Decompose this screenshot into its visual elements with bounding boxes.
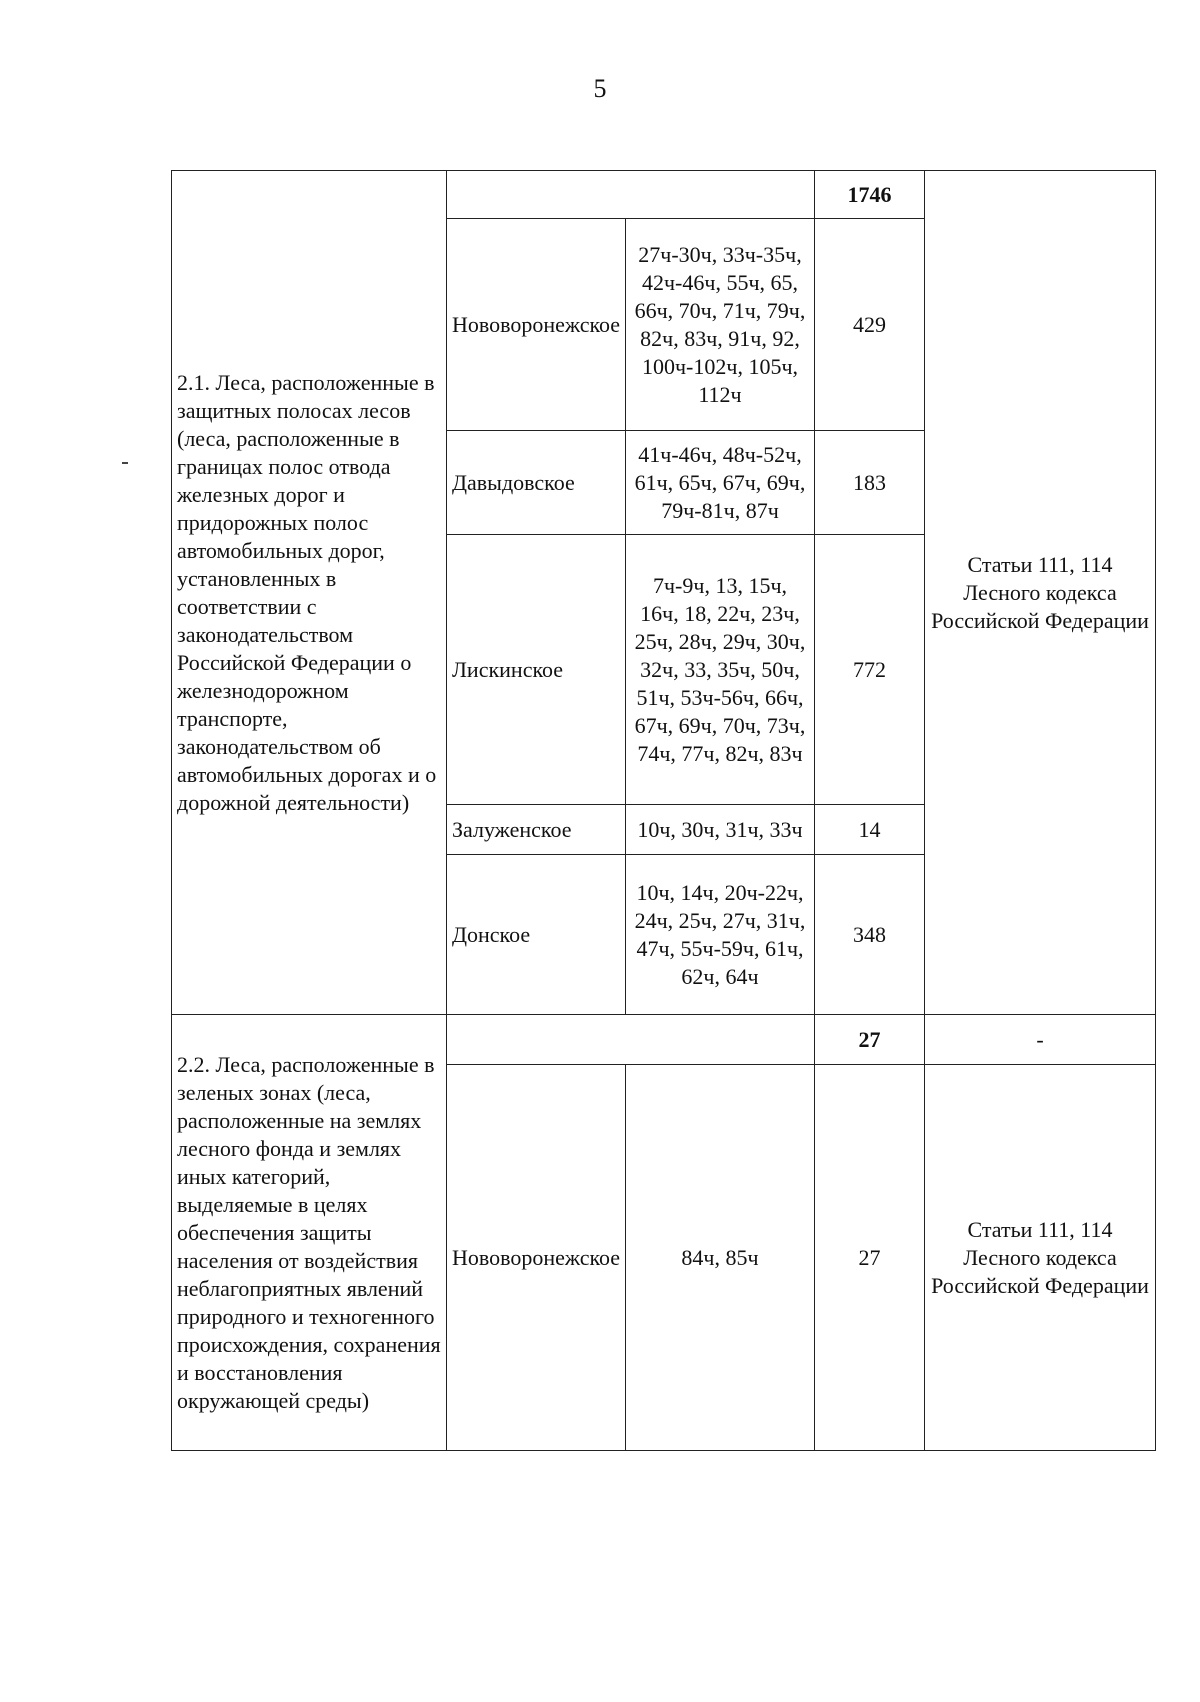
district-name: Донское — [447, 855, 626, 1015]
district-name: Нововоронежское — [447, 1065, 626, 1451]
quarters-list: 7ч-9ч, 13, 15ч, 16ч, 18, 22ч, 23ч, 25ч, 28ч, 29ч, 30ч, 32ч, 33, 35ч, 50ч, 51ч, 53ч-56ч, 66ч, 67ч, 69ч, 70ч, 73ч, 74ч, 77ч, 82ч, 83ч — [626, 535, 815, 805]
forest-table — [171, 170, 1156, 1451]
quarters-list: 27ч-30ч, 33ч-35ч, 42ч-46ч, 55ч, 65, 66ч, 70ч, 71ч, 79ч, 82ч, 83ч, 91ч, 92, 100ч-102ч, 105ч, 112ч — [626, 219, 815, 431]
legal-basis: Статьи 111, 114 Лесного кодекса Российской Федерации — [925, 1065, 1156, 1451]
page-number: 5 — [593, 74, 607, 103]
district-name: Нововоронежское — [447, 219, 626, 431]
quarters-list: 10ч, 30ч, 31ч, 33ч — [626, 805, 815, 855]
category-cell: 2.1. Леса, расположенные в защитных полосах лесов (леса, расположенные в границах полос отвода железных дорог и придорожных полос автомобильных дорог, установленных в соответствии с законодательством Российской Федерации о железнодорожном транспорте, законодательством об автомобильных дорогах и о дорожной деятельности) — [172, 171, 447, 1015]
area-value: 183 — [815, 431, 925, 535]
quarters-list: 10ч, 14ч, 20ч-22ч, 24ч, 25ч, 27ч, 31ч, 47ч, 55ч-59ч, 61ч, 62ч, 64ч — [626, 855, 815, 1015]
legal-basis: Статьи 111, 114 Лесного кодекса Российской Федерации — [925, 171, 1156, 1015]
category-cell: 2.2. Леса, расположенные в зеленых зонах (леса, расположенные на землях лесного фонда и землях иных категорий, выделяемые в целях обеспечения защиты населения от воздействия неблагоприятных явлений природного и техногенного происхождения, сохранения и восстановления окружающей среды) — [172, 1015, 447, 1451]
area-value: 348 — [815, 855, 925, 1015]
district-name: Залуженское — [447, 805, 626, 855]
scan-mark — [122, 462, 128, 464]
legal-dash-mark: - — [925, 1015, 1156, 1065]
quarters-list: 84ч, 85ч — [626, 1065, 815, 1451]
total-area: 1746 — [815, 171, 925, 219]
empty-cell — [447, 171, 815, 219]
district-name: Давыдовское — [447, 431, 626, 535]
empty-cell — [447, 1015, 815, 1065]
area-value: 429 — [815, 219, 925, 431]
section-total-row — [172, 171, 1156, 219]
section-total-row — [172, 1015, 1156, 1065]
total-area: 27 — [815, 1015, 925, 1065]
quarters-list: 41ч-46ч, 48ч-52ч, 61ч, 65ч, 67ч, 69ч, 79ч-81ч, 87ч — [626, 431, 815, 535]
area-value: 27 — [815, 1065, 925, 1451]
area-value: 772 — [815, 535, 925, 805]
area-value: 14 — [815, 805, 925, 855]
district-name: Лискинское — [447, 535, 626, 805]
